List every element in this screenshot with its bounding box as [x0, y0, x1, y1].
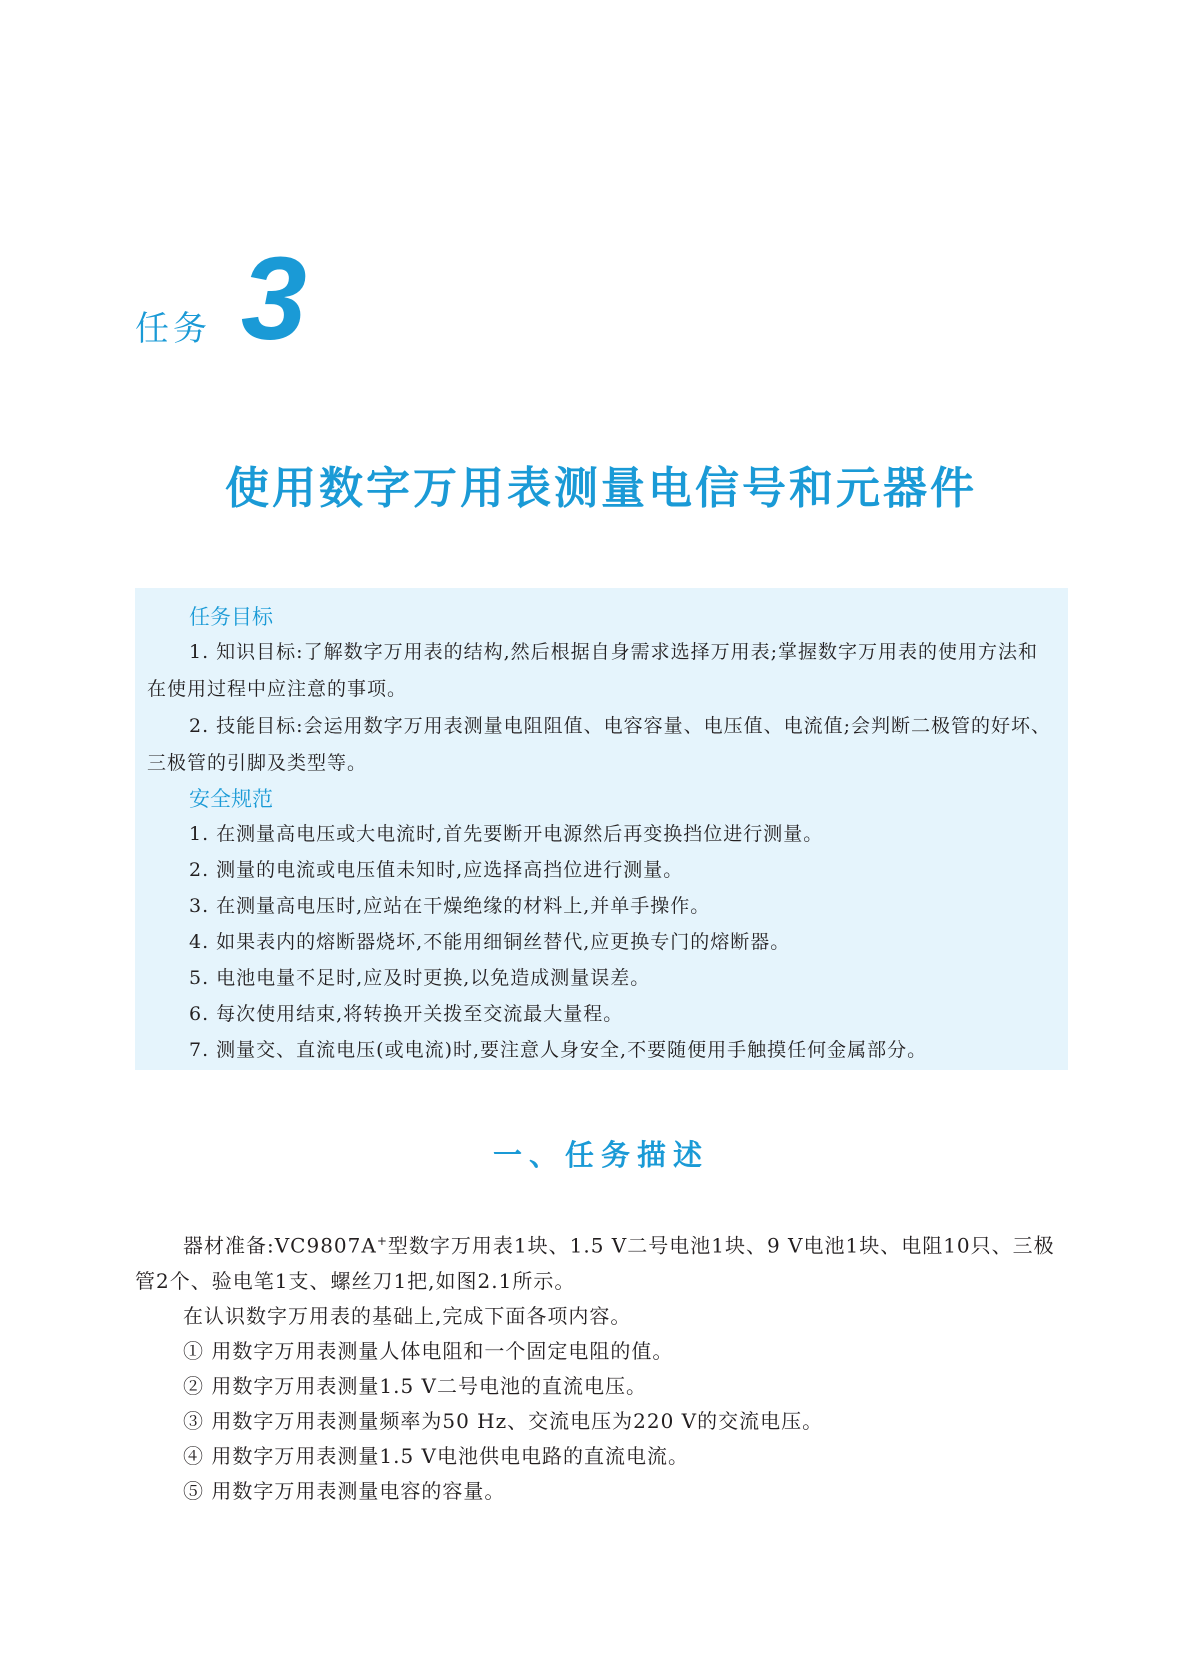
task-description — [135, 1224, 1075, 1509]
equipment-paragraph — [135, 1224, 1075, 1299]
task-item: ⑤ 用数字万用表测量电容的容量。 — [183, 1478, 506, 1503]
task-item: ② 用数字万用表测量1.5 V二号电池的直流电压。 — [183, 1373, 647, 1398]
objectives-heading: 任务目标 — [189, 605, 273, 629]
objective-item: 1. 知识目标:了解数字万用表的结构,然后根据自身需求选择万用表;掌握数字万用表的使用方法和在使用过程中应注意的事项。 — [147, 641, 1039, 700]
safety-item: 1. 在测量高电压或大电流时,首先要断开电源然后再变换挡位进行测量。 — [189, 823, 824, 845]
safety-item: 6. 每次使用结束,将转换开关拨至交流最大量程。 — [189, 1003, 624, 1025]
task-item: ③ 用数字万用表测量频率为50 Hz、交流电压为220 V的交流电压。 — [183, 1408, 824, 1433]
safety-item: 4. 如果表内的熔断器烧坏,不能用细铜丝替代,应更换专门的熔断器。 — [189, 931, 791, 953]
task-label: 任务 — [135, 309, 211, 349]
task-item: ① 用数字万用表测量人体电阻和一个固定电阻的值。 — [183, 1338, 674, 1363]
goals-box — [135, 588, 1068, 1070]
objective-item: 2. 技能目标:会运用数字万用表测量电阻阻值、电容容量、电压值、电流值;会判断二极管的好坏、三极管的引脚及类型等。 — [147, 715, 1051, 774]
safety-item: 2. 测量的电流或电压值未知时,应选择高挡位进行测量。 — [189, 859, 684, 881]
equipment-text-start: 器材准备:VC9807A — [183, 1233, 377, 1258]
equipment-superscript: + — [376, 1234, 388, 1248]
intro-paragraph: 在认识数字万用表的基础上,完成下面各项内容。 — [183, 1303, 632, 1328]
safety-item: 7. 测量交、直流电压(或电流)时,要注意人身安全,不要随便用手触摸任何金属部分。 — [189, 1039, 928, 1061]
safety-item: 5. 电池电量不足时,应及时更换,以免造成测量误差。 — [189, 967, 651, 989]
safety-heading: 安全规范 — [189, 787, 273, 811]
task-item: ④ 用数字万用表测量1.5 V电池供电电路的直流电流。 — [183, 1443, 689, 1468]
safety-item: 3. 在测量高电压时,应站在干燥绝缘的材料上,并单手操作。 — [189, 895, 711, 917]
task-heading — [135, 233, 307, 365]
page-title: 使用数字万用表测量电信号和元器件 — [225, 463, 977, 514]
section-title: 一、任务描述 — [492, 1138, 709, 1172]
task-number: 3 — [241, 233, 307, 365]
equipment-text-end: 型数字万用表1块、1.5 V二号电池1块、9 V电池1块、电阻10只、三极管2个、验电笔1支、螺丝刀1把,如图2.1所示。 — [135, 1233, 1055, 1293]
